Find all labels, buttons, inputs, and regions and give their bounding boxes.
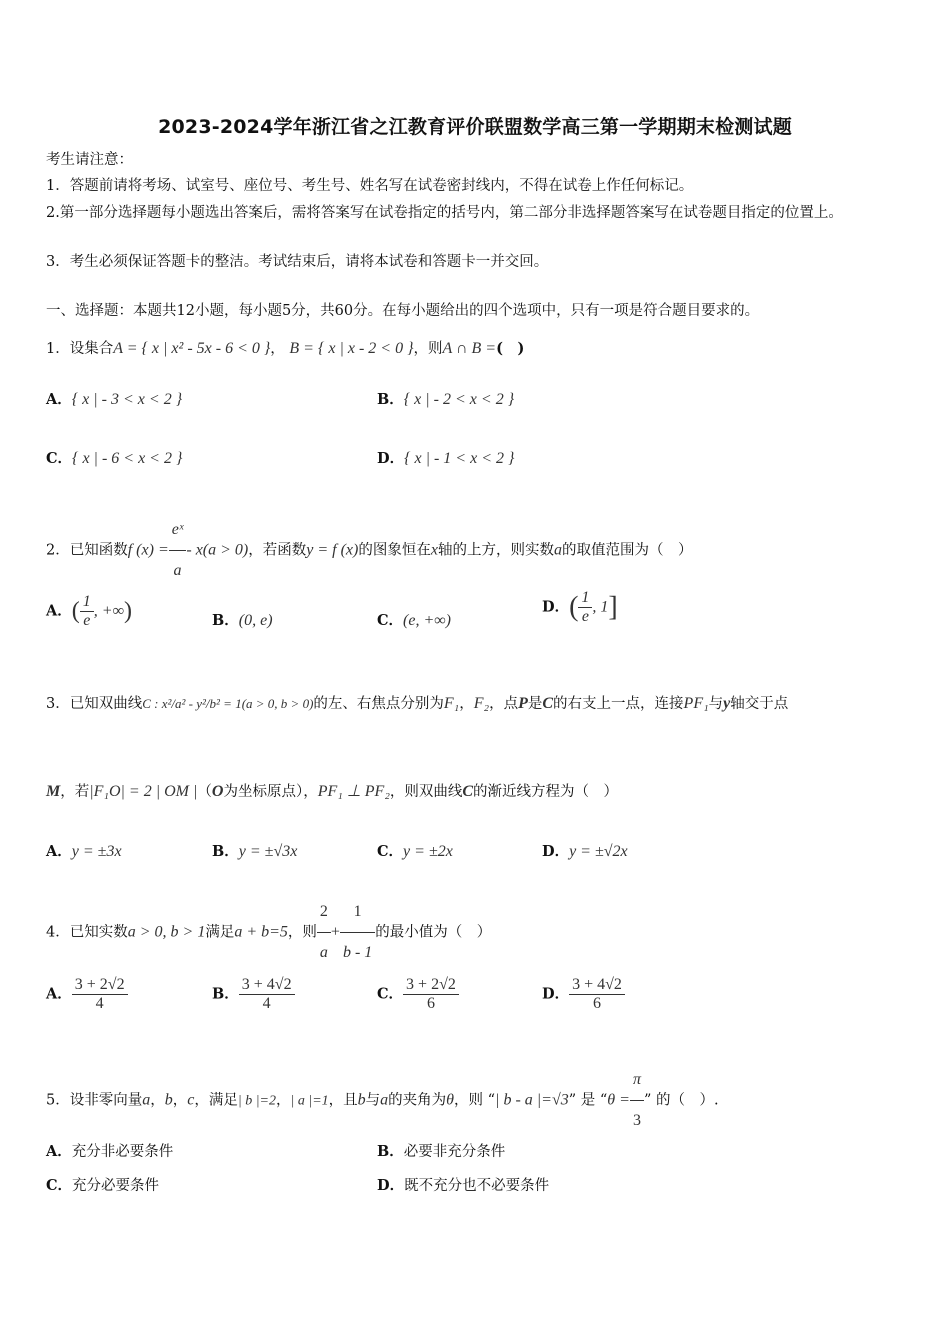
option-label: A． — [46, 602, 72, 620]
option-text: (0, e) — [238, 612, 273, 629]
option-label: A． — [46, 985, 72, 1003]
q1-set-a: A = { x | x² - 5x - 6 < 0 } — [113, 340, 271, 357]
frac-den: 6 — [426, 995, 435, 1012]
q2-a: a — [553, 541, 562, 559]
option-text: { x | - 2 < x < 2 } — [403, 391, 515, 408]
notice-item-1: 1．答题前请将考场、试室号、座位号、考生号、姓名写在试卷密封线内，不得在试卷上作任何标记。 — [46, 178, 694, 194]
q3-y: y — [723, 695, 731, 712]
q1-option-a — [46, 388, 182, 409]
option-text: { x | - 6 < x < 2 } — [72, 450, 183, 467]
option-label: C． — [46, 450, 73, 467]
option-label: C． — [377, 612, 404, 629]
q4-option-d — [542, 976, 625, 1013]
q3-curve: C : x²/a² - y²/b² = 1(a > 0, b > 0) — [142, 696, 314, 711]
option-label: D． — [542, 598, 570, 616]
q2-option-b — [212, 609, 273, 630]
q3-p: P — [518, 695, 528, 712]
option-text: { x | - 1 < x < 2 } — [404, 450, 515, 467]
option-label: C． — [377, 843, 404, 860]
option-label: A． — [46, 391, 72, 408]
q3-text: 是 — [527, 696, 543, 712]
q4-option-b — [212, 976, 295, 1013]
q3-text: 的左、右焦点分别为 — [313, 696, 444, 712]
q4-text: 的最小值为（ ） — [375, 924, 492, 941]
option-label: B． — [212, 612, 239, 629]
q3-option-d — [542, 840, 628, 861]
q1-then: ，则 — [413, 341, 443, 357]
q5-text: ” 是 “ — [568, 1092, 608, 1109]
q3-c2: C — [462, 783, 474, 800]
q5-option-a — [46, 1140, 173, 1161]
question-1 — [46, 336, 524, 362]
q5-cond-a: | a |=1 — [290, 1093, 329, 1109]
q5-text: ” 的（ ）. — [643, 1092, 719, 1109]
q5-text: ，且 — [328, 1092, 358, 1109]
frac-num: 1 — [578, 589, 592, 608]
q4-option-c — [377, 976, 459, 1013]
frac-num: 3 + 2√2 — [403, 976, 459, 995]
q5-b: b — [357, 1091, 366, 1109]
q2-x: x — [430, 541, 438, 559]
option-frac — [569, 976, 625, 1013]
option-text: 既不充分也不必要条件 — [404, 1178, 550, 1194]
q3-o: O — [211, 783, 224, 800]
q5-text: 与 — [365, 1092, 381, 1109]
q4-plus: + — [330, 923, 340, 941]
option-label: C． — [377, 985, 404, 1003]
q5-a: a — [380, 1091, 389, 1109]
option-text: , 1 — [592, 598, 609, 616]
q3-cond2: PF₁ ⊥ PF₂ — [317, 783, 390, 800]
frac-num: 1 — [340, 892, 375, 933]
option-text: y = ±2x — [403, 843, 453, 860]
q1-sep: ， — [270, 341, 285, 357]
q3-c: C — [542, 695, 554, 712]
q5-cond2-lhs: θ = — [607, 1091, 630, 1109]
q3-text: 与 — [708, 696, 724, 712]
q5-option-d — [377, 1174, 549, 1195]
q5-a: a — [142, 1091, 151, 1109]
option-label: D． — [377, 1177, 405, 1194]
q2-option-a: A．( $\frac{1}{e}$ , +∞) — [46, 593, 132, 629]
frac-den: 3 — [632, 1112, 641, 1129]
q5-option-c — [46, 1174, 159, 1195]
option-label: B． — [212, 985, 239, 1003]
q4-text: ，则 — [287, 924, 317, 941]
option-label: B． — [377, 1143, 404, 1160]
option-frac — [578, 589, 592, 626]
option-text: (e, +∞) — [403, 612, 452, 629]
question-2 — [46, 510, 692, 591]
frac-num: 1 — [80, 593, 94, 612]
q3-text: 轴交于点 — [730, 696, 789, 712]
option-text: , +∞ — [93, 602, 124, 620]
option-label: D． — [377, 450, 405, 467]
q3-text: ，若 — [60, 784, 90, 800]
q4-option-a — [46, 976, 128, 1013]
option-label: C． — [46, 1177, 73, 1194]
frac-den: e — [581, 608, 589, 625]
q2-func-frac — [169, 510, 187, 591]
q3-text: （ — [197, 784, 212, 800]
q3-option-b — [212, 840, 297, 861]
q3-text: ，点 — [489, 696, 519, 712]
q3-text: 的右支上一点，连接 — [553, 696, 684, 712]
page-title: 2023-2024学年浙江省之江教育评价联盟数学高三第一学期期末检测试题 — [158, 116, 792, 138]
option-text: y = ±3x — [71, 843, 122, 860]
frac-den: e — [83, 612, 91, 629]
q2-func-lhs: f (x) = — [127, 541, 169, 559]
q5-cond: | b - a |=√3 — [495, 1091, 569, 1109]
question-4 — [46, 892, 491, 973]
frac-num: 3 + 4√2 — [239, 976, 295, 995]
frac-den: 6 — [592, 995, 601, 1012]
q2-option-d: D．( $\frac{1}{e}$ , 1] — [542, 589, 618, 625]
frac-den: a — [173, 562, 182, 579]
q2-func-rest: - x(a > 0) — [186, 541, 249, 559]
option-text: y = ±√3x — [238, 843, 298, 860]
q3-text: 为坐标原点）， — [223, 784, 318, 800]
option-text: 充分非必要条件 — [71, 1144, 174, 1160]
question-3-line-2 — [46, 782, 618, 802]
option-text: 必要非充分条件 — [403, 1144, 506, 1160]
q4-frac-1 — [317, 892, 331, 973]
option-text: y = ±√2x — [569, 843, 628, 860]
q4-cond2: a + b=5 — [234, 923, 288, 941]
option-frac — [239, 976, 295, 1013]
q1-option-c — [46, 447, 182, 468]
q2-stem: 2．已知函数 — [46, 542, 128, 559]
q2-text: 的取值范围为（ ） — [561, 542, 693, 559]
q3-f1: F₁ — [443, 695, 460, 712]
q5-text: ，满足 — [194, 1092, 238, 1109]
option-frac — [80, 593, 94, 630]
q4-stem: 4．已知实数 — [46, 924, 128, 941]
q3-option-a — [46, 840, 122, 861]
q2-text: 的图象恒在 — [358, 542, 431, 559]
q3-stem: 3．已知双曲线 — [46, 696, 143, 712]
q3-text: 的渐近线方程为（ ） — [473, 784, 619, 800]
frac-num: 3 + 2√2 — [72, 976, 128, 995]
option-frac — [403, 976, 459, 1013]
q4-cond1: a > 0, b > 1 — [127, 923, 206, 941]
q2-text: 轴的上方，则实数 — [437, 542, 554, 559]
frac-den: a — [319, 944, 328, 961]
q3-option-c — [377, 840, 453, 861]
option-text: 充分必要条件 — [72, 1178, 160, 1194]
q5-text: ，则 “ — [454, 1092, 496, 1109]
option-label: A． — [46, 843, 72, 860]
section-heading: 一、选择题：本题共12小题，每小题5分，共60分。在每小题给出的四个选项中，只有一项是符合题目要求的。 — [46, 303, 760, 319]
q1-option-b — [377, 388, 514, 409]
frac-num: 2 — [317, 892, 331, 933]
q1-stem: 1．设集合 — [46, 341, 114, 357]
frac-num: π — [630, 1060, 644, 1101]
q4-frac-2 — [340, 892, 375, 973]
q5-text: 的夹角为 — [388, 1092, 447, 1109]
q5-stem: 5．设非零向量 — [46, 1092, 143, 1109]
frac-den: b - 1 — [342, 944, 373, 961]
option-text: { x | - 3 < x < 2 } — [71, 391, 183, 408]
q2-text: ，若函数 — [248, 542, 307, 559]
notice-item-3: 3．考生必须保证答题卡的整洁。考试结束后，请将本试卷和答题卡一并交回。 — [46, 254, 549, 270]
option-label: B． — [212, 843, 239, 860]
q3-text: ，则双曲线 — [389, 784, 463, 800]
notice-item-2: 2.第一部分选择题每小题选出答案后，需将答案写在试卷指定的括号内，第二部分非选择题答案写在试卷题目指定的位置上。 — [46, 205, 843, 221]
q3-text: ， — [459, 696, 474, 712]
q5-cond-b: | b |=2 — [237, 1093, 276, 1109]
frac-num: 3 + 4√2 — [569, 976, 625, 995]
question-5: 5．设非零向量a，b，c，满足| b |=2，| a |=1，且b与a的夹角为θ，则 “| b - a |=√3” 是 “θ = $\frac{\pi}{3}$ ” 的（ ）. — [46, 1060, 719, 1141]
q1-expr: A ∩ B = — [442, 340, 497, 357]
q1-paren: ( ) — [496, 340, 525, 357]
q2-y: y = f (x) — [306, 541, 359, 559]
question-3-line-1 — [46, 694, 788, 714]
notice-heading: 考生请注意： — [46, 152, 133, 168]
option-label: D． — [542, 985, 570, 1003]
q3-cond1: |F₁O| = 2 | OM | — [89, 783, 198, 800]
frac-den: 4 — [95, 995, 104, 1012]
option-label: B． — [377, 391, 404, 408]
q5-b: b — [164, 1091, 173, 1109]
option-frac — [72, 976, 128, 1013]
option-label: D． — [542, 843, 570, 860]
q2-option-c — [377, 609, 451, 630]
q1-set-b: B = { x | x - 2 < 0 } — [289, 340, 414, 357]
frac-den: 4 — [262, 995, 271, 1012]
q5-c: c — [187, 1091, 195, 1109]
q5-cond2-frac — [630, 1060, 644, 1141]
q1-option-d — [377, 447, 514, 468]
q5-option-b — [377, 1140, 505, 1161]
q3-m: M — [46, 783, 61, 800]
q3-f2: F₂ — [473, 695, 490, 712]
frac-num: eˣ — [169, 510, 187, 551]
option-label: A． — [46, 1143, 72, 1160]
q3-pf1: PF₁ — [683, 695, 709, 712]
q4-text: 满足 — [205, 924, 235, 941]
q5-theta: θ — [446, 1091, 455, 1109]
